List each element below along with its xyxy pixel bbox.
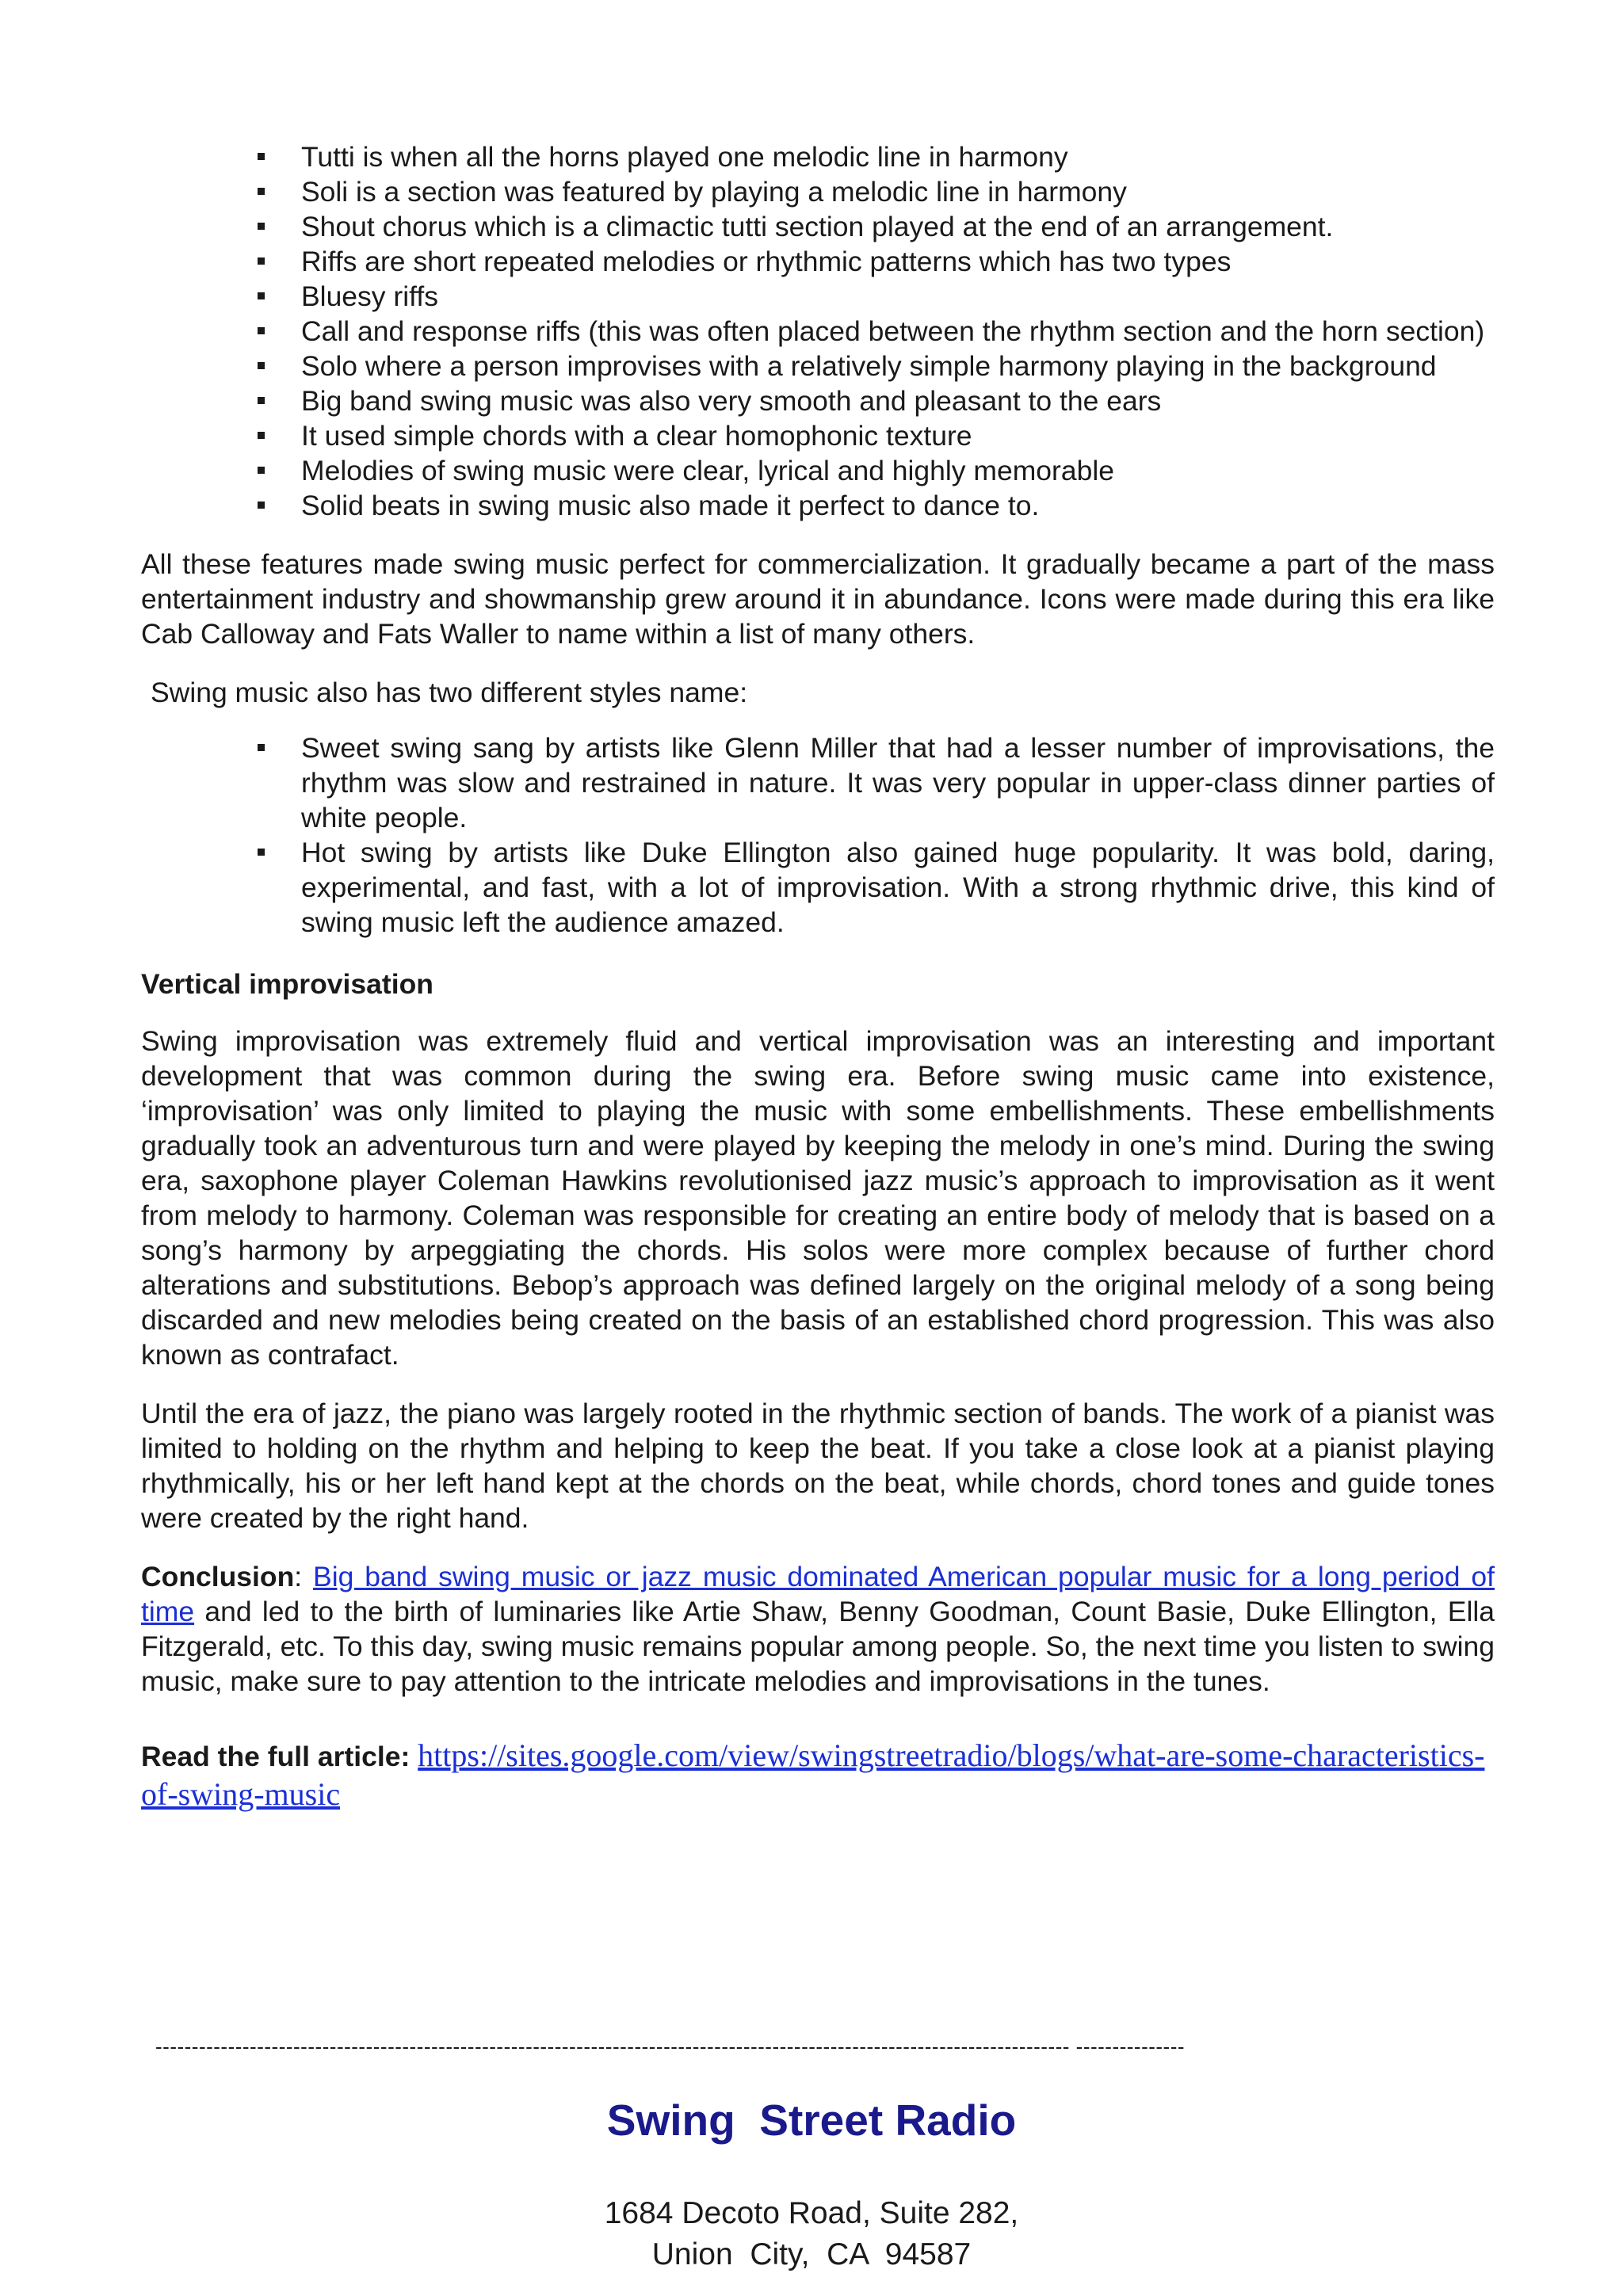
list-item: Melodies of swing music were clear, lyrical and highly memorable [301, 453, 1495, 488]
conclusion-label: Conclusion [141, 1561, 295, 1592]
brand-title: Swing Street Radio [606, 2096, 1017, 2145]
conclusion-paragraph [141, 1559, 1495, 1699]
styles-intro: Swing music also has two different styles name: [151, 677, 748, 708]
article-body [141, 139, 1495, 1814]
list-item: Hot swing by artists like Duke Ellington also gained huge popularity. It was bold, daring, experimental, and fast, with a lot of improvisation. With a strong rhythmic drive, this kind of swing music left the audience amazed. [301, 837, 1495, 938]
list-item: Solo where a person improvises with a relatively simple harmony playing in the background [301, 349, 1495, 383]
piano-paragraph: Until the era of jazz, the piano was largely rooted in the rhythmic section of bands. The work of a pianist was limited to holding on the rhythm and helping to keep the beat. If you take a close look at a pianist playing rhythmically, his or her left hand kept at the chords on the beat, while chords, chord tones and guide tones were created by the right hand. [141, 1398, 1495, 1534]
conclusion-text: and led to the birth of luminaries like Artie Shaw, Benny Goodman, Count Basie, Duke Ellington, Ella Fitzgerald, etc. To this day, swing music remains popular among people. So, the next time you listen to swing music, make sure to pay attention to the intricate melodies and improvisations in the tunes. [141, 1596, 1495, 1697]
list-item: Solid beats in swing music also made it perfect to dance to. [301, 488, 1495, 523]
footer-divider: ------------------------------------------------------------------------------------------------------------------------------ --------------- [155, 2035, 1186, 2058]
list-item: Big band swing music was also very smooth and pleasant to the ears [301, 383, 1495, 418]
conclusion-link[interactable]: Big band swing music or jazz music dominated American popular music for a long period of time [141, 1561, 1495, 1627]
list-item: Riffs are short repeated melodies or rhythmic patterns which has two types [301, 244, 1495, 279]
list-item: Sweet swing sang by artists like Glenn Miller that had a lesser number of improvisations, the rhythm was slow and restrained in nature. It was very popular in upper-class dinner parties of white people. [301, 732, 1495, 833]
read-more-line [141, 1737, 1495, 1814]
vertical-improvisation-paragraph: Swing improvisation was extremely fluid and vertical improvisation was an interesting and important development that was common during the swing era. Before swing music came into existence, ‘improvisation’ was only limited to playing the music with some embellishments. These embellishments gradually took an adventurous turn and were played by keeping the melody in one’s mind. During the swing era, saxophone player Coleman Hawkins revolutionised jazz music’s approach to improvisation as it went from melody to harmony. Coleman was responsible for creating an entire body of melody that is based on a song’s harmony by arpeggiating the chords. His solos were more complex because of further chord alterations and substitutions. Bebop’s approach was defined largely on the original melody of a song being discarded and new melodies being created on the basis of an established chord progression. This was also known as contrafact. [141, 1025, 1495, 1371]
list-item: Tutti is when all the horns played one melodic line in harmony [301, 139, 1495, 174]
list-item: It used simple chords with a clear homophonic texture [301, 418, 1495, 453]
address-line-2: Union City, CA 94587 [651, 2237, 972, 2271]
commercialization-paragraph: All these features made swing music perfect for commercialization. It gradually became a part of the mass entertainment industry and showmanship grew around it in abundance. Icons were made during this era like Cab Calloway and Fats Waller to name within a list of many others. [141, 548, 1495, 650]
read-more-label: Read the full article: [141, 1741, 411, 1772]
list-item: Shout chorus which is a climactic tutti section played at the end of an arrangement. [301, 209, 1495, 244]
address-block [0, 2193, 1623, 2275]
address-line-1: 1684 Decoto Road, Suite 282, [604, 2196, 1019, 2230]
list-item: Soli is a section was featured by playing a melodic line in harmony [301, 174, 1495, 209]
list-item: Call and response riffs (this was often placed between the rhythm section and the horn section) [301, 314, 1495, 349]
article-url-link[interactable]: https://sites.google.com/view/swingstreetradio/blogs/what-are-some-characteristics-of-swing-music [141, 1737, 1485, 1812]
conclusion-colon: : [294, 1561, 314, 1592]
styles-list [141, 730, 1495, 940]
section-heading: Vertical improvisation [141, 968, 433, 1000]
list-item: Bluesy riffs [301, 279, 1495, 314]
features-list [141, 139, 1495, 523]
